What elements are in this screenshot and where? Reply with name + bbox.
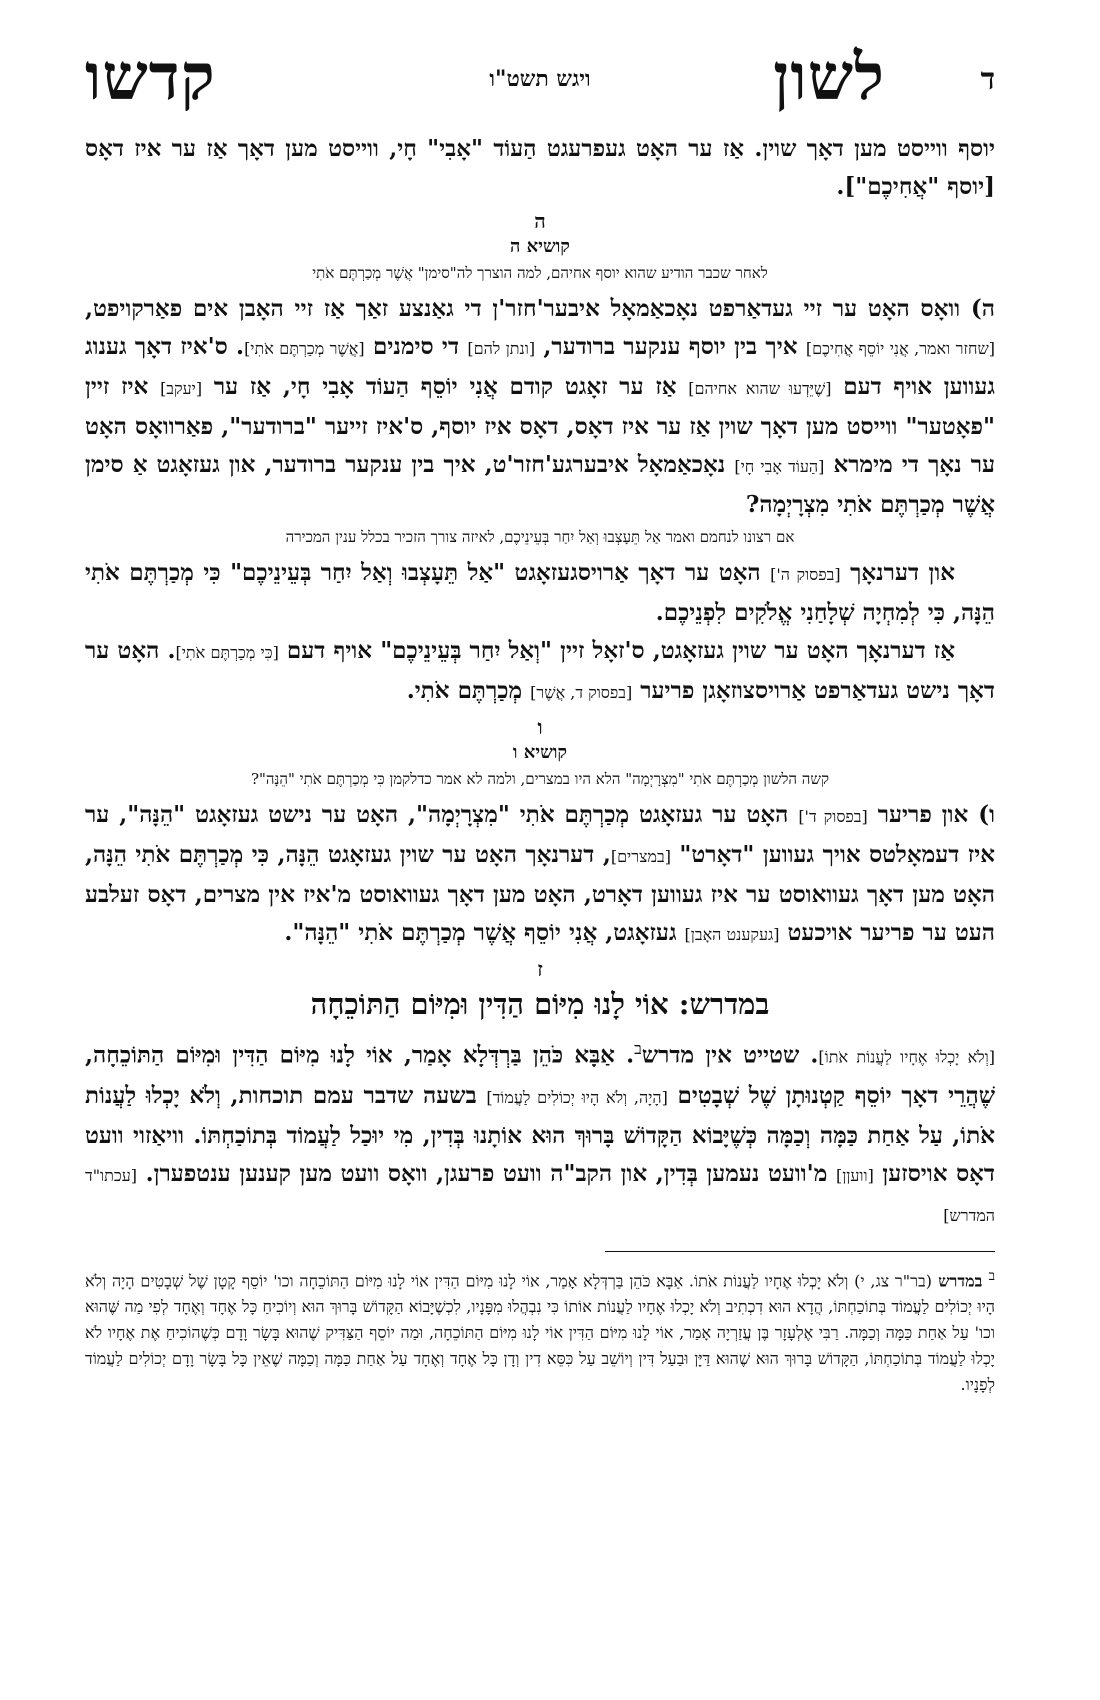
bracket-note: [שֶׁיֵּדְעוּ שהוא אחיהם]: [688, 379, 832, 398]
page-number: ד: [980, 62, 995, 97]
text-run: ו) און פריער: [867, 801, 996, 828]
text-run: האָט ער געזאָגט מְכַרְתֶּם אֹתִי "מִצְרָיְמָה", האָט ער נישט געזאָגט "הֵנָּה", ער איז דעמאָלטס אויך געווען "דאָרט": [85, 801, 995, 868]
text-run: געזאָגט, אֲנִי יוֹסֵף אֲשֶׁר מְכַרְתֶּם אֹתִי "הֵנָּה".: [284, 919, 685, 946]
text-run: אַז דערנאָך האָט ער שוין געזאָגט, ס'זאָל זיין "וְאַל יִחַר בְּעֵינֵיכֶם" אויף דעם: [278, 637, 955, 664]
header-title-right: לשון: [773, 40, 885, 115]
footnote: [85, 1264, 995, 1398]
text-run: נאָכאַמאָל איבערגע'חזר'ט, איך בין ענקער ברודער, און געזאָגט אַ סימן אֲשֶׁר מְכַרְתֶּם אֹתִי מִצְרָיְמָה?: [85, 451, 995, 518]
footnote-marker: ב: [988, 1268, 996, 1284]
footnote-ref[interactable]: ב: [634, 1039, 642, 1058]
section-heading-7: במדרש: אוֹי לָנוּ מִיּוֹם הַדִּין וּמִיּוֹם הַתּוֹכֵחָה: [310, 987, 770, 1021]
text-run: די סימנים: [364, 333, 468, 360]
text-run: אַז ער זאָגט קודם אֲנִי יוֹסֵף הַעוֹד אָבִי חָי, אַז ער: [202, 373, 689, 400]
bracket-note: [יעקב]: [160, 379, 203, 398]
kushia-title-5: קושיא ה: [510, 236, 570, 257]
text-run: איז זיין "פאָטער" ווייסט מען דאָך שוין אַז ער איז דאָס, דאָס איז יוסף, ס'איז זייער "ברודער", פאַרוואָס האָט ער נאָך די מימרא: [85, 373, 996, 478]
bracket-note: [וְלֹא יָכְלוּ אֶחָיו לַעֲנוֹת אֹתוֹ]: [818, 1047, 995, 1067]
text-run: און דערנאָך: [840, 559, 956, 586]
bracket-note: [הַעוֹד אָבִי חָי]: [734, 457, 825, 476]
bracket-note: [כִּי מְכַרְתֶּם אֹתִי]: [175, 643, 279, 662]
footnote-text: וְלֹא יָכְלוּ אֶחָיו לַעֲנוֹת אֹתוֹ. אַבָּא כֹּהֵן בַּרְדְּלָא אָמַר, אוֹי לָנוּ מִיּוֹם הַדִּין אוֹי לָנוּ מִיּוֹם הַתּוֹכֵחָה וכו' יוֹסֵף קָטָן שֶׁל שְׁבָטִים הָיָה וְלֹא הָיוּ יְכוֹלִים לַעֲמוֹד בְּתוֹכַחְתּוֹ, הֲדָא הוּא דִכְתִיב וְלֹא יָכְלוּ אֶחָיו לַעֲנוֹת אוֹתוֹ כִּי נִבְהֲלוּ מִפָּנָיו, לִכְשֶׁיָּבוֹא הַקָּדוֹשׁ בָּרוּךְ הוּא וְיוֹכִיחַ כָּל אֶחָד וְאֶחָד לְפִי מַה שֶּׁהוּא וכו' עַל אַחַת כַּמָּה וְכַמָּה. רַבִּי אֶלְעָזָר בֶּן עֲזַרְיָה אָמַר, אוֹי לָנוּ מִיּוֹם הַדִּין אוֹי לָנוּ מִיּוֹם הַתּוֹכֵחָה, וּמַה יוֹסֵף הַצַּדִּיק שֶׁהוּא בָּשָׂר וָדָם כְּשֶׁהוֹכִיחַ אֶת אֶחָיו לֹא יָכְלוּ לַעֲמוֹד בְּתוֹכַחְתּוֹ, הַקָּדוֹשׁ בָּרוּךְ הוּא שֶׁהוּא דַּיָּן וּבַעַל דִּין וְיוֹשֵׁב עַל כִּסֵּא דִין וְדָן כָּל אֶחָד וְאֶחָד עַל אַחַת כַּמָּה וְכַמָּה שֶׁאֵין כָּל בָּשָׂר וָדָם יְכוֹלִים לַעֲמוֹד לְפָנָיו.: [85, 1270, 996, 1394]
footnote-label: במדרש: [931, 1270, 989, 1290]
kushia-text-5: לאחר שכבר הודיע שהוא יוסף אחיהם, למה הוצרך לה"סימן" אֲשֶׁר מְכַרְתֶּם אֹתִי: [312, 264, 768, 282]
text-run: מְכַרְתֶּם אֹתִי.: [406, 677, 531, 704]
bracket-note: [ונתן להם]: [467, 339, 536, 358]
paragraph-7-1: [85, 1030, 995, 1235]
footnote-separator: [605, 1251, 995, 1252]
page-header: [85, 40, 995, 130]
bracket-note: [וועןן]: [835, 1165, 874, 1185]
paragraph-5-2: [85, 554, 995, 632]
section-letter-6: ו: [537, 715, 543, 739]
kushia-text-6: קשה הלשון מְכַרְתֶּם אֹתִי "מִצְרָיְמָה" הלא היו במצרים, ולמה לא אמר כדלקמן כִּי מְכַרְתֶּם אֹתִי "הֵנָּה"?: [250, 770, 830, 788]
text-run: בשעה שדבר עמם תוכחות, וְלֹא יָכְלוּ לַעֲנוֹת אֹתוֹ, עַל אַחַת כַּמָּה וְכַמָּה כְּשֶׁיָּבוֹא הַקָּדוֹשׁ בָּרוּךְ הוּא אוֹתָנוּ בְּדִין, מִי יוּכַל לַעֲמוֹד בְּתוֹכַחְתּוֹ. וויאַזוי וועט דאָס אויסזען: [85, 1081, 995, 1187]
text-run: מ'וועט נעמען בְּדִין, און הקב"ה וועט פרעגן, וואָס וועט מען קענען ענטפערן.: [137, 1159, 836, 1187]
text-run: . שטייט אין מדרש: [641, 1041, 819, 1069]
kushia-title-6: קושיא ו: [512, 742, 568, 763]
bracket-note: [געקענט האָבן]: [684, 925, 780, 944]
bracket-note: [עכתו"ד המדרש]: [85, 1165, 995, 1225]
paragraph-6-1: [85, 796, 995, 954]
bracket-note: [אֲשֶׁר מְכַרְתֶּם אֹתִי]: [244, 339, 365, 358]
text-run: . ס'איז דאָך גענוג געווען אויף דעם: [85, 333, 996, 400]
intro-paragraph: יוסף ווייסט מען דאָך שוין. אַז ער האָט געפרעגט הַעוֹד "אָבִי" חָי, ווייסט מען דאָך אַז ער איז דאָס [יוסף "אֲחִיכֶם"].: [85, 135, 995, 200]
section-letter-5: ה: [534, 209, 546, 233]
bracket-note: [בפסוק ד']: [798, 807, 868, 826]
text-run: . האָט ער דאָך נישט געדאַרפט אַרויסצוזאָגן פריער: [85, 637, 995, 704]
paragraph-5-3: [85, 632, 995, 712]
header-parsha: ויגש תשט"ו: [489, 66, 591, 92]
note-5: אם רצונו לנחמם ואמר אַל תֵּעָצְבוּ וְאַל יִחַר בְּעֵינֵיכֶם, לאיזה צורך הזכיר בכלל ענין המכירה: [285, 528, 795, 546]
page: [85, 40, 995, 1680]
bracket-note: [הָיָה, וְלֹא הָיוּ יְכוֹלִים לַעֲמוֹד]: [486, 1087, 668, 1107]
text-run: . אַבָּא כֹּהֵן בַּרְדְּלָא אָמַר, אוֹי לָנוּ מִיּוֹם הַדִּין וּמִיּוֹם הַתּוֹכֵחָה, שֶׁהֲרֵי דאָך יוֹסֵף קַטְנוּתָן שֶׁל שְׁבָטִים: [85, 1041, 995, 1109]
bracket-note: [שחזר ואמר, אֲנִי יוֹסֵף אֲחִיכֶם]: [805, 339, 996, 358]
text-run: איך בין יוסף ענקער ברודער,: [535, 333, 806, 360]
text-run: , דערנאָך האָט ער שוין געזאָגט הֵנָּה, כִּי מְכַרְתֶּם אֹתִי הֵנָּה, האָט מען דאָך געוואוסט ער איז געווען דאָרט, האָט מען דאָך געוואוסט מ'איז אין מצרים, דאָס זעלבע העט ער פריער אויכעט: [85, 841, 995, 946]
text-run: ה) וואָס האָט ער זיי געדאַרפט נאָכאַמאָל איבער'חזר'ן די גאַנצע זאַך אַז זיי האָבן אים פאַרקויפט,: [85, 295, 995, 322]
bracket-note: [במצרים]: [610, 847, 671, 866]
paragraph-5-1: [85, 290, 995, 524]
bracket-note: [בפסוק ה']: [770, 565, 841, 584]
footnote-source: (בר"ר צג, י): [854, 1270, 932, 1290]
section-letter-7: ז: [537, 957, 543, 981]
text-run: האָט ער דאָך אַרויסגעזאָגט "אַל תֵּעָצְבוּ וְאַל יִחַר בְּעֵינֵיכֶם" כִּי מְכַרְתֶּם אֹתִי הֵנָּה, כִּי לְמִחְיָה שְׁלָחַנִי אֱלֹקִים לִפְנֵיכֶם.: [85, 559, 995, 626]
header-title-left: קדשו: [85, 40, 216, 115]
bracket-note: [בפסוק ד, אֲשֶׁר]: [530, 683, 633, 702]
